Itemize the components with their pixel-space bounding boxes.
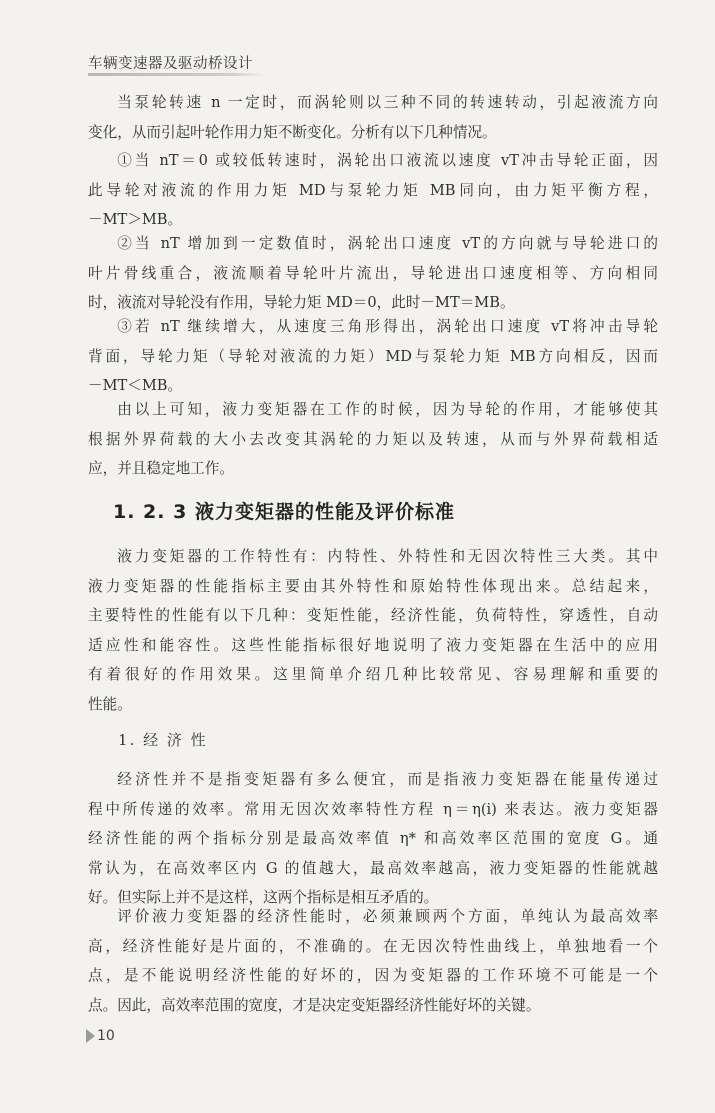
section-title: 液力变矩器的性能及评价标准: [195, 501, 456, 523]
text-line: －MT＞MB。: [88, 211, 183, 229]
text-line: 好。但实际上并不是这样，这两个指标是相互矛盾的。: [88, 889, 439, 907]
paragraph-5: [88, 395, 658, 484]
text-line: 背面，导轮力矩（导轮对液流的力矩）MD与泵轮力矩 MB方向相反，因而: [88, 347, 658, 365]
text-line: 适应性和能容性。这些性能指标很好地说明了液力变矩器在生活中的应用: [88, 636, 658, 654]
running-head: 车辆变速器及驱动桥设计: [88, 56, 253, 72]
text-line: 有着很好的作用效果。这里简单介绍几种比较常见、容易理解和重要的: [88, 666, 658, 684]
triangle-marker-icon: [86, 1029, 95, 1043]
paragraph-3: [88, 229, 658, 318]
paragraph-2: [88, 146, 658, 235]
text-line: 时，液流对导轮没有作用，导轮力矩 MD＝0，此时－MT＝MB。: [88, 294, 515, 312]
paragraph-1: [88, 88, 658, 147]
paragraph-4: [88, 312, 658, 401]
paragraph-6: [88, 542, 658, 720]
text-line: 高，经济性能好是片面的，不准确的。在无因次特性曲线上，单独地看一个: [88, 937, 658, 955]
text-line: ②当 nT 增加到一定数值时，涡轮出口速度 vT的方向就与导轮进口的: [117, 235, 658, 252]
text-line: 评价液力变矩器的经济性能时，必须兼顾两个方面，单纯认为最高效率: [117, 908, 658, 925]
text-line: 当泵轮转速 n 一定时，而涡轮则以三种不同的转速转动，引起液流方向: [117, 94, 658, 111]
text-line: 主要特性的性能有以下几种：变矩性能，经济性能，负荷特性，穿透性，自动: [88, 607, 658, 625]
text-line: 变化，从而引起叶轮作用力矩不断变化。分析有以下几种情况。: [88, 123, 497, 141]
text-line: ③若 nT 继续增大，从速度三角形得出，涡轮出口速度 vT将冲击导轮: [117, 318, 658, 335]
text-line: 此导轮对液流的作用力矩 MD与泵轮力矩 MB同向，由力矩平衡方程，: [88, 181, 658, 199]
section-number: 1. 2. 3: [113, 501, 188, 523]
text-line: 液力变矩器的工作特性有：内特性、外特性和无因次特性三大类。其中: [117, 548, 658, 565]
paragraph-8: [88, 902, 658, 1020]
running-head-rule: [88, 73, 266, 76]
text-line: 由以上可知，液力变矩器在工作的时候，因为导轮的作用，才能够使其: [117, 401, 658, 418]
text-line: 根据外界荷载的大小去改变其涡轮的力矩以及转速，从而与外界荷载相适: [88, 430, 658, 448]
text-line: 性能。: [88, 695, 132, 713]
text-line: 经济性能的两个指标分别是最高效率值 η* 和高效率区范围的宽度 G。通: [88, 830, 658, 848]
text-line: 点，是不能说明经济性能的好坏的，因为变矩器的工作环境不可能是一个: [88, 967, 658, 985]
text-line: 经济性并不是指变矩器有多么便宜，而是指液力变矩器在能量传递过: [117, 771, 658, 788]
page-folio: [86, 1028, 115, 1044]
text-line: 程中所传递的效率。常用无因次效率特性方程 η＝η(i) 来表达。液力变矩器: [88, 800, 658, 818]
text-line: －MT＜MB。: [88, 377, 183, 395]
text-line: 应，并且稳定地工作。: [88, 460, 234, 478]
text-line: ①当 nT＝0 或较低转速时，涡轮出口液流以速度 vT冲击导轮正面，因: [117, 152, 658, 169]
text-line: 点。因此，高效率范围的宽度，才是决定变矩器经济性能好坏的关键。: [88, 996, 541, 1014]
subsection-heading: 1. 经 济 性: [118, 731, 208, 749]
text-line: 常认为，在高效率区内 G 的值越大，最高效率越高，液力变矩器的性能就越: [88, 859, 658, 877]
section-heading: [113, 497, 455, 524]
page-number: 10: [97, 1028, 115, 1044]
text-line: 液力变矩器的性能指标主要由其外特性和原始特性体现出来。总结起来，: [88, 577, 658, 595]
paragraph-7: [88, 765, 658, 913]
text-line: 叶片骨线重合，液流顺着导轮叶片流出，导轮进出口速度相等、方向相同: [88, 264, 658, 282]
